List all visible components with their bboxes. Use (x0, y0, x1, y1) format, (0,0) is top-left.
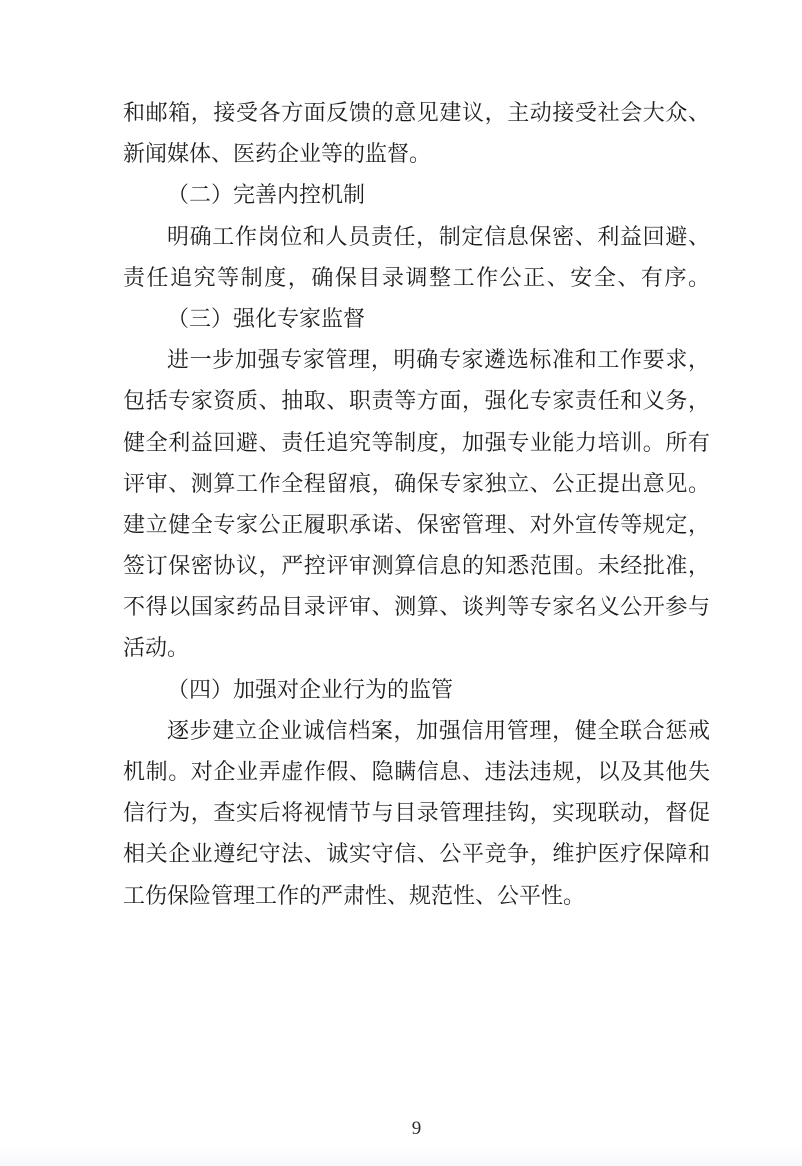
heading-section-3: （三）强化专家监督 (167, 305, 366, 331)
text-line: 包括专家资质、抽取、职责等方面，强化专家责任和义务， (123, 388, 710, 414)
text-line: 逐步建立企业诚信档案，加强信用管理，健全联合惩戒 (167, 717, 710, 743)
text-line: 建立健全专家公正履职承诺、保密管理、对外宣传等规定， (123, 511, 710, 537)
text-line: 工伤保险管理工作的严肃性、规范性、公平性。 (123, 882, 586, 908)
text-line: 相关企业遵纪守法、诚实守信、公平竞争，维护医疗保障和 (123, 841, 710, 867)
text-line: 签订保密协议，严控评审测算信息的知悉范围。未经批准， (123, 553, 710, 579)
text-line: 健全利益回避、责任追究等制度，加强专业能力培训。所有 (123, 429, 710, 455)
text-line: 明确工作岗位和人员责任，制定信息保密、利益回避、 (167, 223, 710, 249)
text-line: 评审、测算工作全程留痕，确保专家独立、公正提出意见。 (123, 470, 710, 496)
text-line: 新闻媒体、医药企业等的监督。 (123, 141, 432, 167)
text-line: 不得以国家药品目录评审、测算、谈判等专家名义公开参与 (123, 594, 710, 620)
text-line: 进一步加强专家管理，明确专家遴选标准和工作要求， (167, 347, 710, 373)
page-number: 9 (411, 1118, 422, 1139)
text-line: 责任追究等制度，确保目录调整工作公正、安全、有序。 (123, 264, 710, 290)
page-bottom-edge (0, 1145, 802, 1166)
heading-section-2: （二）完善内控机制 (167, 182, 366, 208)
text-line: 活动。 (123, 635, 190, 661)
text-line: 和邮箱，接受各方面反馈的意见建议，主动接受社会大众、 (123, 100, 710, 125)
text-block (123, 92, 710, 916)
text-line: 信行为，查实后将视情节与目录管理挂钩，实现联动，督促 (123, 800, 710, 826)
heading-section-4: （四）加强对企业行为的监管 (167, 676, 454, 702)
text-line: 机制。对企业弄虚作假、隐瞒信息、违法违规，以及其他失 (123, 759, 710, 784)
